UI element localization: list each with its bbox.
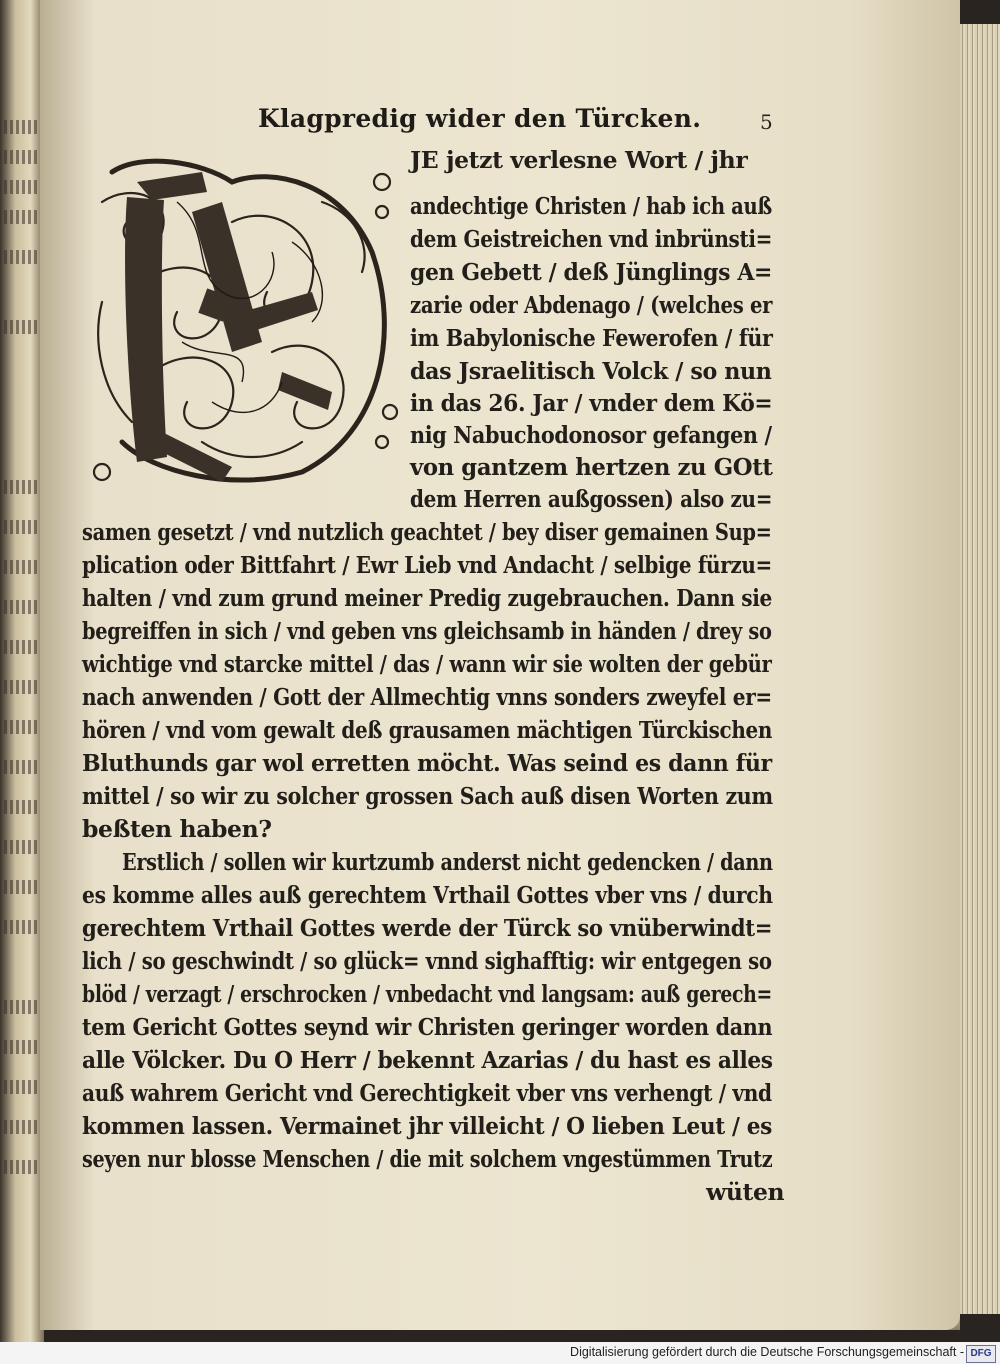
page-number: 5 xyxy=(760,110,773,134)
text-line: beßten haben? xyxy=(82,815,272,843)
running-head: Klagpredig wider den Türcken. xyxy=(258,104,702,133)
text-line: wichtige vnd starcke mittel / das / wann wir sie wolten der gebür xyxy=(82,650,772,678)
decorated-initial-d xyxy=(82,142,400,494)
text-line: dem Geistreichen vnd inbrünsti= xyxy=(410,225,773,253)
text-line: gerechtem Vrthail Gottes werde der Türck so vnüberwindt= xyxy=(82,914,773,942)
text-line: das Jsraelitisch Volck / so nun xyxy=(410,357,772,385)
text-line: hören / vnd vom gewalt deß grausamen mächtigen Türckischen xyxy=(82,716,773,744)
text-line: begreiffen in sich / vnd geben vns gleichsamb in händen / drey so xyxy=(82,617,772,645)
catchword: wüten xyxy=(706,1178,785,1206)
text-line: Erstlich / sollen wir kurtzumb anderst nicht gedencken / dann xyxy=(122,848,773,876)
text-line: JE jetzt verlesne Wort / jhr xyxy=(410,146,748,174)
text-line: tem Gericht Gottes seynd wir Christen geringer worden dann xyxy=(82,1013,773,1041)
text-line: es komme alles auß gerechtem Vrthail Gottes vber vns / durch xyxy=(82,881,773,909)
text-line: lich / so geschwindt / so glück= vnnd sighafftig: wir entgegen so xyxy=(82,947,772,975)
text-line: auß wahrem Gericht vnd Gerechtigkeit vber vns verhengt / vnd xyxy=(82,1079,772,1107)
text-line: in das 26. Jar / vnder dem Kö= xyxy=(410,389,773,417)
digitization-footer xyxy=(0,1342,1000,1364)
text-line: seyen nur blosse Menschen / die mit solchem vngestümmen Trutz xyxy=(82,1145,773,1173)
text-line: gen Gebett / deß Jünglings A= xyxy=(410,258,772,286)
text-line: plication oder Bittfahrt / Ewr Lieb vnd Andacht / selbige fürzu= xyxy=(82,551,772,579)
text-line: andechtige Christen / hab ich auß xyxy=(410,192,772,220)
text-line: blöd / verzagt / erschrocken / vnbedacht vnd langsam: auß gerech= xyxy=(82,980,772,1008)
text-line: alle Völcker. Du O Herr / bekennt Azarias / du hast es alles xyxy=(82,1046,773,1074)
dfg-logo: DFG xyxy=(966,1345,996,1363)
text-line: Bluthunds gar wol erretten möcht. Was seind es dann für xyxy=(82,749,772,777)
text-line: zarie oder Abdenago / (welches er xyxy=(410,291,773,319)
text-line: von gantzem hertzen zu GOtt xyxy=(410,453,773,481)
text-line: dem Herren außgossen) also zu= xyxy=(410,485,773,513)
text-line: samen gesetzt / vnd nutzlich geachtet / bey diser gemainen Sup= xyxy=(82,518,772,546)
text-line: im Babylonische Fewerofen / für xyxy=(410,324,773,352)
text-line: mittel / so wir zu solcher grossen Sach auß disen Worten zum xyxy=(82,782,773,810)
text-line: nig Nabuchodonosor gefangen / xyxy=(410,421,772,449)
footer-credit: Digitalisierung gefördert durch die Deutsche Forschungsgemeinschaft - xyxy=(570,1345,964,1359)
text-line: halten / vnd zum grund meiner Predig zugebrauchen. Dann sie xyxy=(82,584,772,612)
text-line: nach anwenden / Gott der Allmechtig vnns sonders zweyfel er= xyxy=(82,683,772,711)
text-line: kommen lassen. Vermainet jhr villeicht / O lieben Leut / es xyxy=(82,1112,772,1140)
adjacent-page-edge xyxy=(0,0,44,1342)
